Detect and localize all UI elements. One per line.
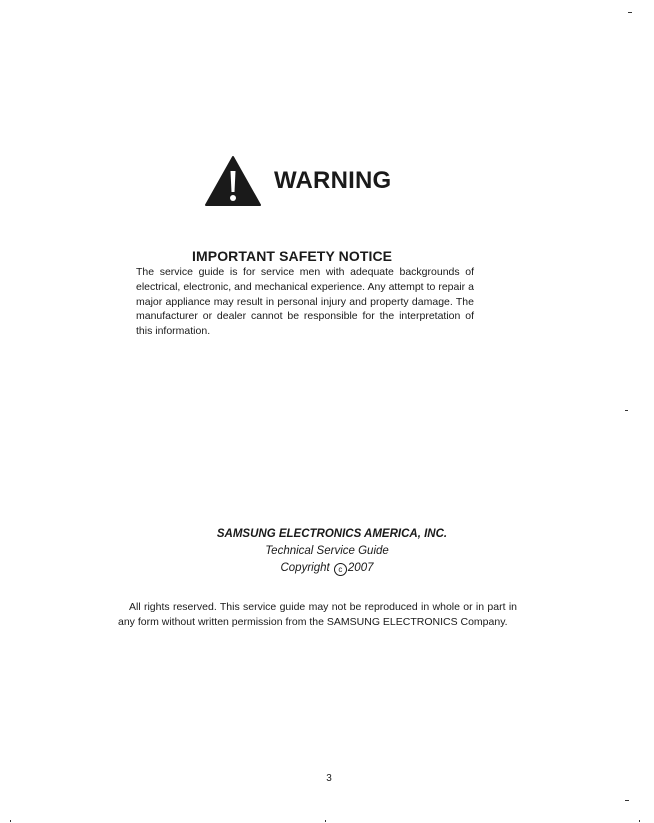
crop-mark-bottom-right — [625, 800, 629, 801]
copyright-label: Copyright — [280, 562, 330, 574]
page-number: 3 — [326, 773, 332, 784]
crop-mark-bottom-left — [10, 820, 11, 822]
warning-triangle-icon — [204, 155, 262, 207]
copyright-line — [0, 560, 654, 577]
warning-title: WARNING — [274, 167, 392, 194]
warning-header — [204, 155, 391, 207]
crop-mark-bottom-right-edge — [639, 820, 640, 822]
company-block — [0, 526, 654, 577]
safety-notice-heading: IMPORTANT SAFETY NOTICE — [192, 248, 393, 264]
crop-mark-bottom-center — [325, 820, 326, 822]
rights-statement: All rights reserved. This service guide may not be reproduced in whole or in part in any form without written permission from the SAMSUNG ELECTRONICS Company. — [118, 601, 517, 628]
copyright-symbol-icon: c — [334, 563, 347, 576]
crop-mark-top-right — [628, 12, 632, 13]
crop-mark-mid-right — [625, 410, 628, 411]
safety-notice-body: The service guide is for service men with adequate backgrounds of electrical, electronic, and mechanical experience. Any attempt to repair a major appliance may result in personal injury and property damage. The manufacturer or dealer cannot be responsible for the interpretation of this information. — [136, 266, 474, 338]
guide-title: Technical Service Guide — [265, 545, 389, 557]
company-name: SAMSUNG ELECTRONICS AMERICA, INC. — [216, 528, 448, 540]
copyright-year: 2007 — [347, 562, 374, 574]
